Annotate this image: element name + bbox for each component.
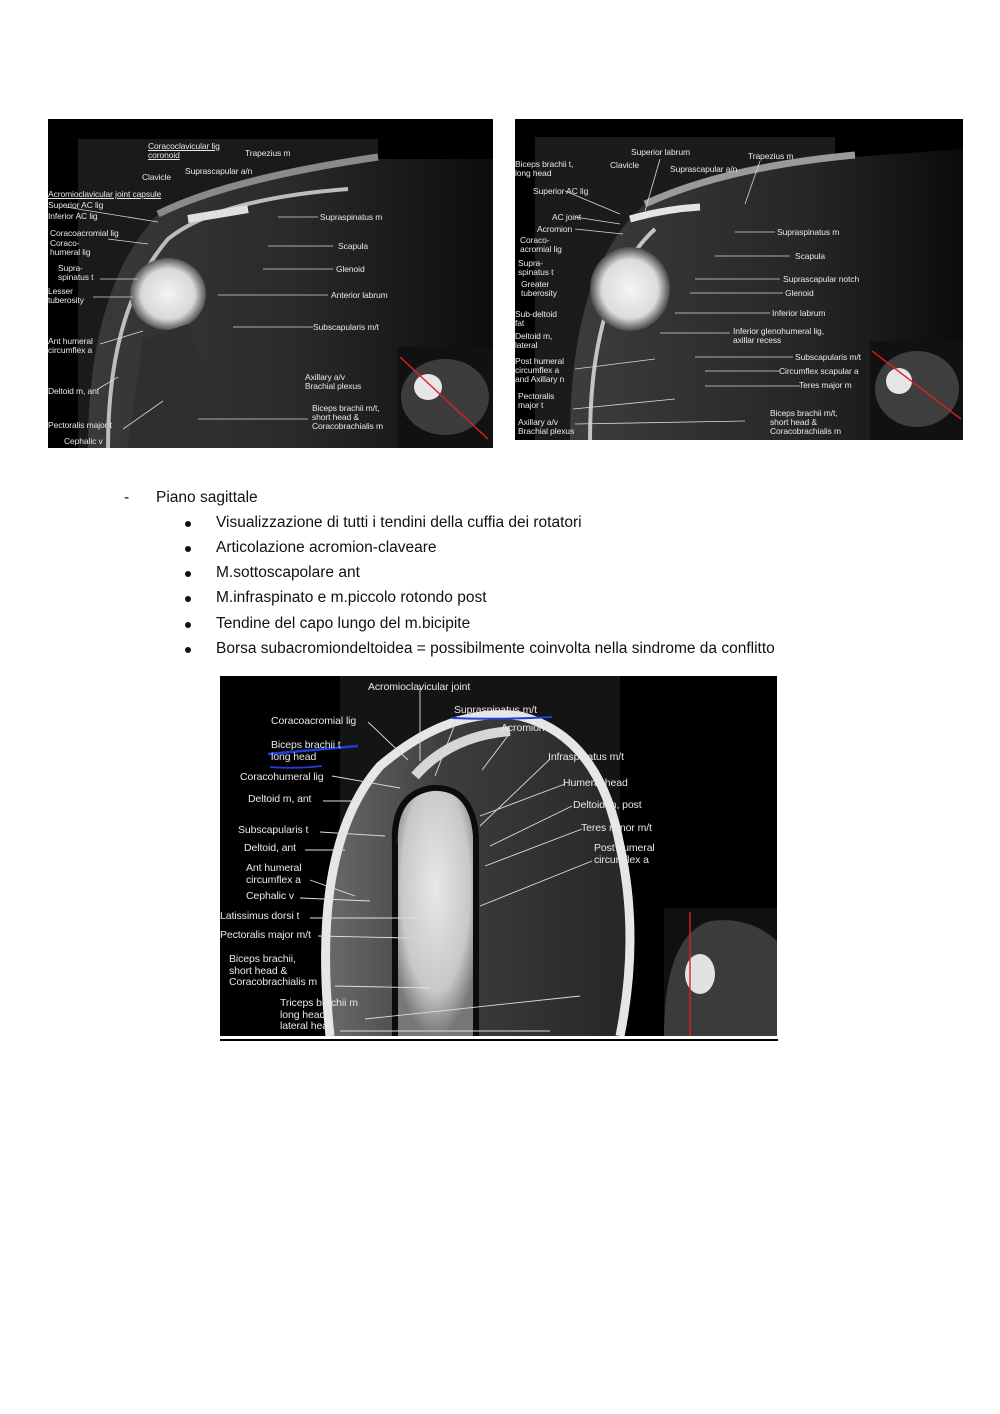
mri-label: Acromion (501, 722, 545, 734)
mri-label: Deltoid m, ant (248, 793, 312, 805)
bullet-icon (185, 571, 191, 577)
bullet-icon (185, 647, 191, 653)
mri-label: Teres major m (799, 380, 852, 390)
mri-label: Deltoid m, lateral (515, 331, 553, 350)
list-item (0, 564, 900, 589)
mri-label: Deltoid m, ant (48, 386, 100, 396)
mri-image-left (48, 119, 493, 448)
section-heading: Piano sagittale (156, 489, 258, 506)
mri-label: Trapezius m (748, 151, 794, 161)
bullet-icon (185, 596, 191, 602)
mri-label: Superior AC lig (533, 186, 589, 196)
mri-label: Acromioclavicular joint (368, 681, 471, 693)
mri-label: Circumflex scapular a (779, 366, 859, 376)
list-dash: - (124, 489, 130, 506)
mri-label: Lesser tuberosity (48, 286, 84, 305)
list-item (0, 615, 900, 640)
mri-label: Trapezius m (245, 148, 291, 158)
list-item (0, 539, 900, 564)
mri-label: Ant humeral circumflex a (48, 336, 93, 355)
mri-label: AC joint (552, 212, 581, 222)
mri-label: Inferior labrum (772, 308, 826, 318)
mri-label: Cephalic v (246, 890, 295, 902)
list-item-text: Borsa subacromiondeltoidea = possibilmente coinvolta nella sindrome da conflitto (216, 640, 775, 657)
mri-label: Pectoralis major t (48, 420, 112, 430)
mri-coronal-figure-right (515, 119, 963, 440)
list-item (0, 589, 900, 614)
mri-label: Sub-deltoid fat (515, 309, 557, 328)
mri-label: Supraspinatus m (777, 227, 840, 237)
mri-label: Biceps brachii t, long head (515, 159, 574, 178)
mri-label: Ant humeral circumflex a (246, 862, 302, 886)
mri-label: Coracoacromial lig (271, 715, 357, 727)
mri-label: Subscapularis m/t (795, 352, 861, 362)
mri-label: Subscapularis m/t (313, 322, 379, 332)
bullet-icon (185, 622, 191, 628)
mri-label: Biceps brachii m/t, short head & Coracobrachialis m (312, 403, 383, 431)
list-item-text: M.infraspinato e m.piccolo rotondo post (216, 589, 487, 606)
list-item (0, 640, 900, 665)
mri-label: Scapula (795, 251, 826, 261)
mri-label: Suprascapular a/n (185, 166, 253, 176)
mri-sagittal-figure (220, 676, 777, 1036)
mri-label: Axillary a/v Brachial plexus (518, 417, 575, 436)
mri-label: Humeral head (563, 777, 628, 789)
mri-label: Supra- spinatus t (518, 258, 554, 277)
mri-label: Post humeral circumflex a (594, 842, 655, 866)
mri-label: Greater tuberosity (521, 279, 557, 298)
mri-label: Pectoralis major t (518, 391, 555, 410)
list-item (0, 514, 900, 539)
mri-label: Post humeral circumflex a and Axillary n (515, 356, 565, 384)
mri-label: Acromioclavicular joint capsule (48, 189, 162, 199)
mri-label: Cephalic v (64, 436, 103, 446)
mri-label: Inferior AC lig (48, 211, 98, 221)
mri-label: Supraspinatus m (320, 212, 383, 222)
mri-label: Coracohumeral lig (240, 771, 324, 783)
mri-label: Latissimus dorsi t (220, 910, 300, 922)
mri-label: Deltoid, ant (244, 842, 296, 854)
mri-label: Axillary a/v Brachial plexus (305, 372, 362, 391)
mri-coronal-figure-left (48, 119, 493, 448)
mri-label: Anterior labrum (331, 290, 388, 300)
divider (220, 1039, 778, 1041)
mri-label: Scapula (338, 241, 369, 251)
mri-label: Biceps brachii t long head (271, 739, 341, 763)
mri-label: Acromion (537, 224, 573, 234)
mri-label: Biceps brachii, short head & Coracobrachialis m (229, 953, 318, 988)
mri-image-right (515, 119, 963, 440)
mri-label: Superior labrum (631, 147, 690, 157)
mri-label: Suprascapular notch (783, 274, 860, 284)
mri-label: Subscapularis t (238, 824, 309, 836)
mri-label: Inferior glenohumeral lig, axillar recess (733, 326, 824, 345)
mri-label: Supraspinatus m/t (454, 704, 537, 716)
bullet-icon (185, 521, 191, 527)
mri-label: Infraspinatus m/t (548, 751, 624, 763)
list-item-text: Tendine del capo lungo del m.bicipite (216, 615, 471, 632)
mri-label: Biceps brachii m/t, short head & Coracobrachialis m (770, 408, 841, 436)
list-item-text: Visualizzazione di tutti i tendini della cuffia dei rotatori (216, 514, 582, 531)
list-item-text: M.sottoscapolare ant (216, 564, 360, 581)
mri-label: Deltoid m, post (573, 799, 642, 811)
mri-label: Suprascapular a/n (670, 164, 738, 174)
mri-label: Glenoid (785, 288, 814, 298)
mri-label: Teres minor m/t (581, 822, 652, 834)
mri-label: Coracoclavicular lig coronoid (148, 141, 220, 160)
mri-label: Clavicle (142, 172, 171, 182)
bullet-icon (185, 546, 191, 552)
mri-label: Clavicle (610, 160, 639, 170)
mri-label: Glenoid (336, 264, 365, 274)
mri-label: Triceps brachii m long head lateral head (280, 997, 358, 1032)
mri-label: Superior AC lig (48, 200, 104, 210)
mri-label: Supra- spinatus t (58, 263, 94, 282)
list-item-text: Articolazione acromion-claveare (216, 539, 437, 556)
mri-label: Coracoacromial lig (50, 228, 119, 238)
mri-label: Coraco- acromial lig (520, 235, 562, 254)
mri-label: Pectoralis major m/t (220, 929, 311, 941)
mri-label: Coraco- humeral lig (50, 238, 91, 257)
